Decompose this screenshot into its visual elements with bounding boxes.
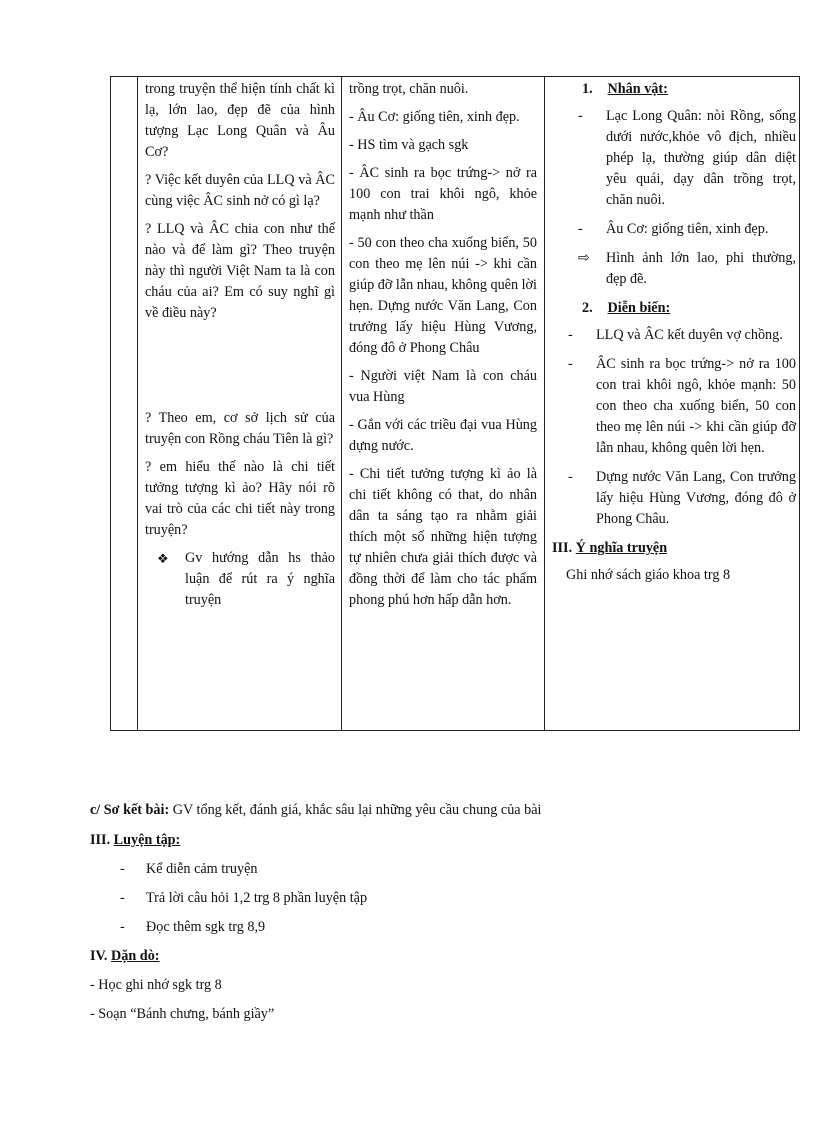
list-item: - Kể diễn cảm truyện [120,861,258,877]
note-item: - ÂC sinh ra bọc trứng-> nở ra 100 con trai khôi ngô, khỏe mạnh: 50 con theo cha xuống biển, 50 con theo mẹ lên núi -> khi cần giúp đỡ lẫn nhau, không quên lời hẹn. [568,356,796,456]
diamond-bullet-icon: ❖ [157,551,169,566]
answer-text: - ÂC sinh ra bọc trứng-> nở ra 100 con trai khôi ngô, khỏe mạnh như thần [349,165,537,223]
list-item: - Trả lời câu hỏi 1,2 trg 8 phần luyện tập [120,890,368,906]
answer-text: - HS tìm và gạch sgk [349,137,469,153]
discussion-text: Gv hướng dẫn hs thảo luận để rút ra ý nghĩa truyện [185,550,335,608]
homework-item: - Soạn “Bánh chưng, bánh giầy” [90,1006,275,1022]
homework-section [90,946,790,1025]
heading-meaning: Ý nghĩa truyện [575,540,668,556]
note-item: - Lạc Long Quân: nòi Rồng, sống dưới nước,khỏe vô địch, nhiều phép lạ, thường giúp dân diệt yêu quái, dạy dân trồng trọt, chăn nuôi. [578,108,796,208]
section-heading: 1. Nhân vật: [582,81,668,97]
heading-characters: Nhân vật: [607,81,668,97]
question-text: ? Việc kết duyên của LLQ và ÂC cùng việc ÂC sinh nở có gì lạ? [145,172,335,209]
question-text: trong truyện thể hiện tính chất kì lạ, lớn lao, đẹp đẽ của hình tượng Lạc Long Quân và Âu Cơ? [145,81,335,160]
section-heading: 2. Diễn biến: [582,300,671,316]
answer-text: - Âu Cơ: giống tiên, xinh đẹp. [349,109,520,125]
note-item: - Dựng nước Văn Lang, Con trưởng lấy hiệu Hùng Vương, đóng đô ở Phong Châu. [568,469,796,527]
answer-text: - Gắn với các triều đại vua Hùng dựng nước. [349,417,537,454]
table-divider [341,77,342,730]
heading-plot: Diễn biến: [607,300,671,316]
discussion-item [157,548,335,611]
homework-item: - Học ghi nhớ sgk trg 8 [90,977,222,993]
note-item: - Âu Cơ: giống tiên, xinh đẹp. [578,219,796,240]
note-item: - LLQ và ÂC kết duyên vợ chồng. [568,325,796,346]
practice-section [90,830,790,946]
dash-bullet: - [578,108,583,124]
note-text: Ghi nhớ sách giáo khoa trg 8 [566,567,731,583]
list-item: - Đọc thêm sgk trg 8,9 [120,919,266,935]
answer-text: - 50 con theo cha xuống biển, 50 con theo mẹ lên núi -> khi cần giúp đỡ lẫn nhau, không quên lời hẹn. Dựng nước Văn Lang, Con trưởng lấy hiệu Hùng Vương, đóng đô ở Phong Châu [349,235,537,356]
dash-bullet: - [578,221,583,237]
summary-text: GV tổng kết, đánh giá, khắc sâu lại những yêu cầu chung của bài [169,802,542,818]
question-text: ? em hiểu thế nào là chi tiết tưởng tượng kì ảo? Hãy nói rõ vai trò của các chi tiết này trong truyện? [145,459,335,538]
practice-heading: III. Luyện tập: [90,832,181,848]
table-divider [137,77,138,730]
arrow-right-icon: ⇨ [578,250,590,266]
answer-text: trồng trọt, chăn nuôi. [349,81,469,97]
dash-bullet: - [568,356,573,372]
dash-bullet: - [568,469,573,485]
section-heading: III. Ý nghĩa truyện [552,540,668,556]
dash-bullet: - [568,327,573,343]
note-result: ⇨ Hình ảnh lớn lao, phi thường, đẹp đẽ. [578,250,796,287]
answers-column [349,77,537,618]
summary-line [90,800,790,821]
homework-heading: IV. Dặn dò: [90,948,160,964]
question-text: ? LLQ và ÂC chia con như thế nào và để làm gì? Theo truyện này thì người Việt Nam ta là con cháu của ai? Em có suy nghĩ gì về điều này? [145,221,335,321]
summary-label: c/ Sơ kết bài: [90,802,170,818]
questions-column [145,77,335,619]
question-text: ? Theo em, cơ sở lịch sử của truyện con Rồng cháu Tiên là gì? [145,410,335,447]
answer-text: - Người việt Nam là con cháu vua Hùng [349,368,537,405]
lesson-table [110,76,800,731]
notes-column [552,77,796,593]
answer-text: - Chi tiết tưởng tượng kì ảo là chi tiết không có that, do nhân dân ta sáng tạo ra nhằm giải thích một số những hiện tượng tự nhiên chưa giải thích được và đồng thời để làm cho tác phẩm phong phú hơn hấp dẫn hơn. [349,466,537,608]
table-divider [544,77,545,730]
